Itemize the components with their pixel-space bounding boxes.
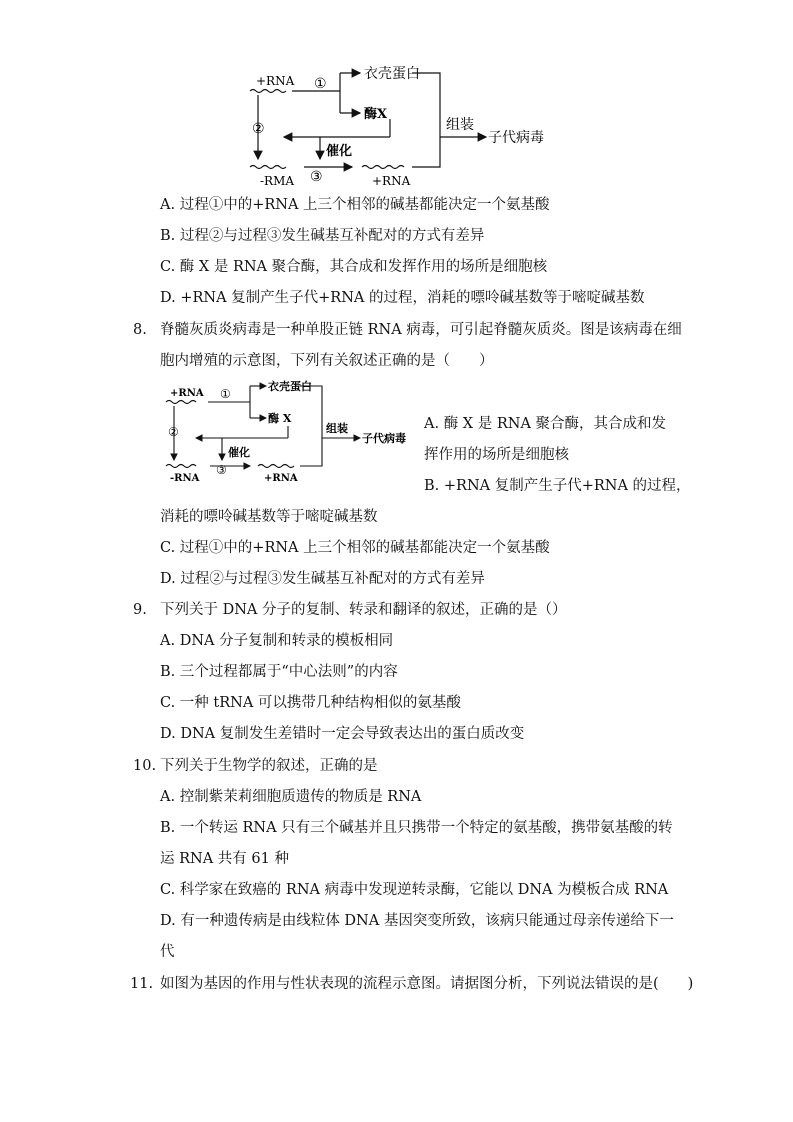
q8-rna-plus-bottom-label: +RNA bbox=[264, 473, 298, 484]
q9-option-d: D. DNA 复制发生差错时一定会导致表达出的蛋白质改变 bbox=[160, 726, 525, 742]
q10-option-d-line1: D. 有一种遗传病是由线粒体 DNA 基因突变所致，该病只能通过母亲传递给下一 bbox=[160, 913, 674, 929]
capsid-label: 衣壳蛋白 bbox=[364, 66, 420, 82]
rna-plus-bottom-wavy bbox=[362, 166, 404, 169]
virus-replication-diagram-q8 bbox=[160, 378, 420, 490]
q7-option-b: B. 过程②与过程③发生碱基互补配对的方式有差异 bbox=[160, 228, 485, 244]
q9-option-c: C. 一种 tRNA 可以携带几种结构相似的氨基酸 bbox=[160, 695, 461, 711]
q8-progeny-label: 子代病毒 bbox=[362, 432, 406, 445]
q10-option-b-line2: 运 RNA 共有 61 种 bbox=[160, 851, 289, 867]
q8-stem-line1: 脊髓灰质炎病毒是一种单股正链 RNA 病毒，可引起脊髓灰质炎。图是该病毒在细 bbox=[160, 322, 682, 338]
q9-stem: 下列关于 DNA 分子的复制、转录和翻译的叙述，正确的是（） bbox=[160, 602, 567, 618]
q10-option-d-line2: 代 bbox=[160, 944, 175, 960]
q8-rna-minus-label: -RNA bbox=[170, 473, 200, 484]
q9-option-a: A. DNA 分子复制和转录的模板相同 bbox=[160, 633, 394, 649]
q7-option-d: D. +RNA 复制产生子代+RNA 的过程，消耗的嘌呤碱基数等于嘧啶碱基数 bbox=[160, 290, 645, 306]
q8-option-b-line2: 消耗的嘌呤碱基数等于嘧啶碱基数 bbox=[160, 509, 378, 525]
q8-option-a-line1: A. 酶 X 是 RNA 聚合酶，其合成和发 bbox=[424, 416, 667, 432]
q11-number: 11. bbox=[130, 976, 154, 992]
q9-option-b: B. 三个过程都属于“中心法则”的内容 bbox=[160, 664, 398, 680]
q7-option-a: A. 过程①中的+RNA 上三个相邻的碱基都能决定一个氨基酸 bbox=[160, 197, 550, 213]
q8-option-a-line2: 挥作用的场所是细胞核 bbox=[424, 447, 569, 463]
q8-assemble-label: 组装 bbox=[326, 422, 348, 435]
q7-option-c: C. 酶 X 是 RNA 聚合酶，其合成和发挥作用的场所是细胞核 bbox=[160, 259, 548, 275]
q8-step3-label: ③ bbox=[216, 463, 227, 477]
q10-option-a: A. 控制紫茉莉细胞质遗传的物质是 RNA bbox=[160, 789, 422, 805]
step1-label: ① bbox=[314, 76, 327, 92]
q10-option-b-line1: B. 一个转运 RNA 只有三个碱基并且只携带一个特定的氨基酸，携带氨基酸的转 bbox=[160, 820, 673, 836]
q8-enzyme-label: 酶 X bbox=[268, 412, 292, 425]
progeny-label: 子代病毒 bbox=[488, 130, 544, 146]
rna-plus-bottom-label: +RNA bbox=[372, 174, 411, 188]
q8-stem-line2: 胞内增殖的示意图，下列有关叙述正确的是（ ） bbox=[160, 353, 494, 369]
q8-option-c: C. 过程①中的+RNA 上三个相邻的碱基都能决定一个氨基酸 bbox=[160, 540, 550, 556]
rna-plus-left-label: +RNA bbox=[256, 74, 295, 88]
rna-minus-wavy bbox=[250, 166, 286, 169]
q8-capsid-label: 衣壳蛋白 bbox=[268, 380, 312, 393]
q8-number: 8. bbox=[133, 322, 147, 338]
step3-label: ③ bbox=[310, 169, 323, 185]
q8-option-b-line1: B. +RNA 复制产生子代+RNA 的过程， bbox=[424, 478, 691, 494]
q10-stem: 下列关于生物学的叙述，正确的是 bbox=[160, 758, 378, 774]
rna-minus-label: -RMA bbox=[260, 174, 295, 188]
catalyze-label: 催化 bbox=[326, 144, 353, 159]
q8-rna-plus-left-label: +RNA bbox=[170, 388, 204, 399]
step2-label: ② bbox=[252, 121, 265, 137]
q8-option-d: D. 过程②与过程③发生碱基互补配对的方式有差异 bbox=[160, 571, 485, 587]
virus-replication-diagram-top bbox=[240, 55, 570, 195]
q10-number: 10. bbox=[133, 758, 157, 774]
q8-catalyze-label: 催化 bbox=[228, 446, 250, 459]
q8-step2-label: ② bbox=[168, 425, 179, 439]
q9-number: 9. bbox=[133, 602, 147, 618]
rna-wavy-strand bbox=[250, 90, 286, 93]
assemble-bracket bbox=[412, 73, 440, 167]
q10-option-c: C. 科学家在致癌的 RNA 病毒中发现逆转录酶，它能以 DNA 为模板合成 RNA bbox=[160, 882, 669, 898]
assemble-label: 组装 bbox=[446, 117, 474, 133]
enzyme-label: 酶X bbox=[364, 107, 388, 122]
q8-step1-label: ① bbox=[220, 387, 231, 401]
q11-stem: 如图为基因的作用与性状表现的流程示意图。请据图分析，下列说法错误的是( ) bbox=[160, 976, 694, 992]
